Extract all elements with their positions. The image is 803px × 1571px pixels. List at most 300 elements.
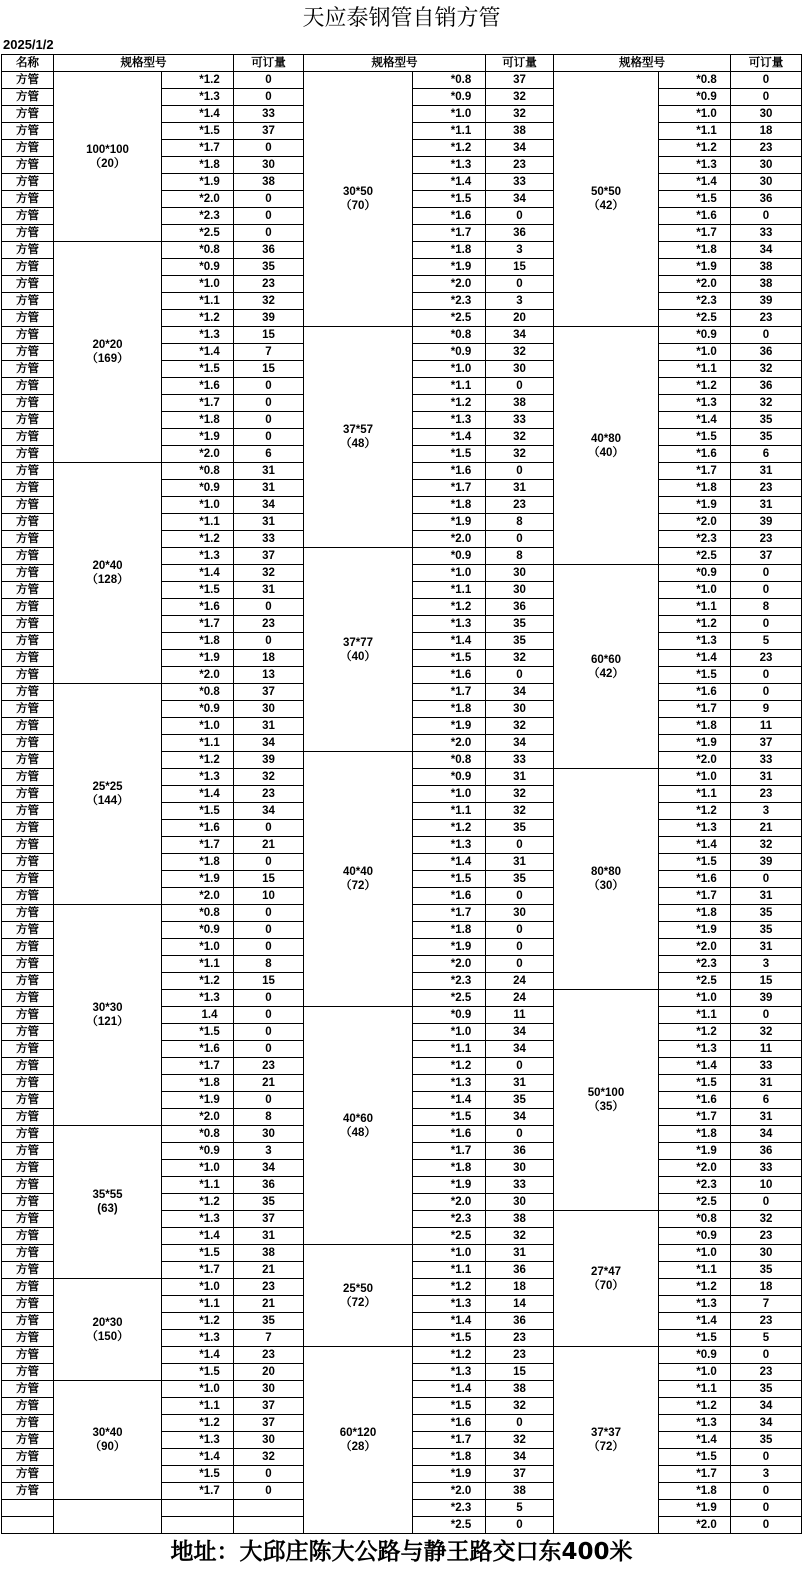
quantity-cell: 33 [731, 1160, 802, 1177]
size-label: 20*40 [92, 560, 123, 572]
thickness-cell: *1.3 [162, 1211, 234, 1228]
quantity-cell: 15 [234, 973, 304, 990]
product-name-cell: 方管 [2, 446, 54, 463]
quantity-cell: 9 [731, 701, 802, 718]
thickness-cell: *1.0 [162, 1160, 234, 1177]
quantity-cell: 31 [731, 1075, 802, 1092]
quantity-cell: 0 [731, 667, 802, 684]
product-name-cell: 方管 [2, 463, 54, 480]
quantity-cell: 0 [731, 684, 802, 701]
thickness-cell: *1.9 [162, 429, 234, 446]
size-total-count: （42） [588, 667, 624, 680]
size-label: 40*60 [342, 1112, 374, 1125]
thickness-cell: *1.3 [162, 89, 234, 106]
quantity-cell: 0 [731, 1517, 802, 1534]
quantity-cell: 23 [234, 276, 304, 293]
thickness-cell: *1.2 [659, 378, 731, 395]
size-group-cell [54, 684, 162, 905]
quantity-cell: 30 [731, 1245, 802, 1262]
product-name-cell: 方管 [2, 939, 54, 956]
thickness-cell: *1.7 [413, 905, 486, 922]
product-name-cell: 方管 [2, 633, 54, 650]
product-name-cell: 方管 [2, 1381, 54, 1398]
product-name-cell: 方管 [2, 480, 54, 497]
thickness-cell: *1.1 [659, 599, 731, 616]
thickness-cell: *1.3 [659, 157, 731, 174]
quantity-cell: 32 [234, 293, 304, 310]
thickness-cell: *1.8 [659, 480, 731, 497]
thickness-cell: *2.3 [659, 956, 731, 973]
quantity-cell: 37 [486, 72, 554, 89]
product-name-cell [2, 1517, 54, 1534]
size-group-cell [554, 327, 659, 565]
quantity-cell: 0 [486, 463, 554, 480]
quantity-cell: 32 [234, 1449, 304, 1466]
thickness-cell: *2.5 [162, 225, 234, 242]
product-name-cell [2, 1500, 54, 1517]
quantity-cell: 32 [731, 1024, 802, 1041]
quantity-cell: 0 [234, 922, 304, 939]
quantity-cell: 30 [731, 174, 802, 191]
thickness-cell: *0.9 [162, 922, 234, 939]
quantity-cell: 23 [731, 1228, 802, 1245]
thickness-cell: *1.1 [413, 582, 486, 599]
size-group-cell [304, 1347, 413, 1534]
thickness-cell: *1.4 [162, 1228, 234, 1245]
quantity-cell: 30 [731, 106, 802, 123]
thickness-cell: *1.7 [659, 1466, 731, 1483]
size-group-cell [54, 1381, 162, 1500]
thickness-cell: *0.9 [659, 89, 731, 106]
thickness-cell: *2.0 [162, 888, 234, 905]
thickness-cell: *2.3 [413, 293, 486, 310]
thickness-cell: *1.2 [413, 1279, 486, 1296]
size-label: 30*50 [342, 186, 374, 198]
quantity-cell: 32 [234, 769, 304, 786]
quantity-cell: 32 [486, 106, 554, 123]
quantity-cell: 0 [731, 208, 802, 225]
quantity-cell: 30 [486, 582, 554, 599]
thickness-cell: *1.7 [162, 395, 234, 412]
quantity-cell: 37 [234, 1211, 304, 1228]
quantity-cell: 11 [731, 1041, 802, 1058]
thickness-cell: *2.5 [413, 1228, 486, 1245]
quantity-cell: 39 [731, 293, 802, 310]
thickness-cell: *1.6 [413, 667, 486, 684]
thickness-cell: *2.3 [659, 531, 731, 548]
thickness-cell: *1.5 [659, 1330, 731, 1347]
size-group-cell [304, 327, 413, 548]
quantity-cell: 0 [234, 378, 304, 395]
quantity-cell: 6 [731, 446, 802, 463]
quantity-cell: 36 [731, 191, 802, 208]
size-group-cell [54, 463, 162, 684]
product-name-cell: 方管 [2, 854, 54, 871]
quantity-cell: 31 [234, 480, 304, 497]
thickness-cell: *1.2 [413, 1347, 486, 1364]
product-name-cell: 方管 [2, 1041, 54, 1058]
quantity-cell: 7 [234, 1330, 304, 1347]
thickness-cell: *1.2 [659, 1279, 731, 1296]
table-row [2, 72, 802, 89]
quantity-cell: 34 [486, 140, 554, 157]
quantity-cell: 31 [731, 888, 802, 905]
thickness-cell: *1.8 [659, 1126, 731, 1143]
thickness-cell: *2.3 [659, 1177, 731, 1194]
thickness-cell: *1.5 [413, 1109, 486, 1126]
quantity-cell: 23 [731, 531, 802, 548]
quantity-cell: 23 [234, 786, 304, 803]
quantity-cell: 0 [731, 1347, 802, 1364]
thickness-cell: *0.8 [413, 327, 486, 344]
thickness-cell: *2.0 [659, 276, 731, 293]
thickness-cell: *1.4 [413, 429, 486, 446]
product-name-cell: 方管 [2, 242, 54, 259]
size-label: 37*57 [342, 424, 374, 436]
thickness-cell: *1.3 [413, 1296, 486, 1313]
thickness-cell: *1.8 [413, 242, 486, 259]
product-name-cell: 方管 [2, 888, 54, 905]
product-name-cell: 方管 [2, 497, 54, 514]
size-group-cell [304, 1007, 413, 1245]
quantity-cell: 35 [731, 1432, 802, 1449]
thickness-cell: *1.1 [162, 1177, 234, 1194]
thickness-cell: *1.7 [659, 463, 731, 480]
size-label: 50*50 [590, 186, 622, 198]
quantity-cell: 34 [234, 735, 304, 752]
quantity-cell: 0 [234, 1007, 304, 1024]
thickness-cell: *1.4 [413, 633, 486, 650]
size-group-cell [54, 72, 162, 242]
product-name-cell: 方管 [2, 973, 54, 990]
quantity-cell: 20 [486, 310, 554, 327]
quantity-cell: 34 [486, 1024, 554, 1041]
quantity-cell: 36 [486, 1143, 554, 1160]
product-name-cell: 方管 [2, 531, 54, 548]
thickness-cell: *0.9 [659, 1347, 731, 1364]
thickness-cell: *1.9 [659, 735, 731, 752]
product-name-cell: 方管 [2, 208, 54, 225]
thickness-cell: *1.2 [162, 752, 234, 769]
quantity-cell: 0 [486, 1126, 554, 1143]
quantity-cell: 0 [486, 667, 554, 684]
thickness-cell: *1.1 [659, 361, 731, 378]
quantity-cell: 5 [731, 1330, 802, 1347]
thickness-cell: *0.8 [162, 463, 234, 480]
product-name-cell: 方管 [2, 1194, 54, 1211]
product-name-cell: 方管 [2, 1143, 54, 1160]
thickness-cell: *1.0 [162, 276, 234, 293]
quantity-cell: 0 [731, 1194, 802, 1211]
product-name-cell: 方管 [2, 1432, 54, 1449]
quantity-cell: 13 [234, 667, 304, 684]
thickness-cell: *1.8 [162, 157, 234, 174]
quantity-cell: 0 [486, 1058, 554, 1075]
size-label: 20*20 [92, 339, 123, 351]
quantity-cell: 37 [731, 735, 802, 752]
thickness-cell: *2.5 [413, 1517, 486, 1534]
thickness-cell: *1.8 [413, 1449, 486, 1466]
thickness-cell: *1.6 [659, 446, 731, 463]
size-total-count: （40） [340, 650, 376, 663]
quantity-cell: 7 [731, 1296, 802, 1313]
quantity-cell: 0 [234, 412, 304, 429]
thickness-cell: *0.8 [659, 1211, 731, 1228]
thickness-cell: *1.6 [659, 208, 731, 225]
thickness-cell: *0.9 [413, 89, 486, 106]
size-label: 30*30 [92, 1002, 123, 1014]
thickness-cell: *1.1 [659, 123, 731, 140]
quantity-cell: 39 [234, 752, 304, 769]
quantity-cell: 35 [486, 820, 554, 837]
product-name-cell: 方管 [2, 1347, 54, 1364]
quantity-cell: 32 [486, 89, 554, 106]
stock-table [1, 54, 802, 1534]
thickness-cell: *1.0 [162, 1279, 234, 1296]
quantity-cell: 0 [486, 956, 554, 973]
product-name-cell: 方管 [2, 565, 54, 582]
header-qty: 可订量 [731, 55, 802, 72]
quantity-cell: 0 [486, 208, 554, 225]
product-name-cell: 方管 [2, 735, 54, 752]
quantity-cell: 32 [486, 650, 554, 667]
size-total-count: （48） [340, 438, 376, 450]
thickness-cell: *1.4 [659, 1058, 731, 1075]
quantity-cell: 0 [234, 1466, 304, 1483]
product-name-cell: 方管 [2, 378, 54, 395]
quantity-cell: 35 [486, 871, 554, 888]
product-name-cell: 方管 [2, 514, 54, 531]
thickness-cell: *1.9 [413, 939, 486, 956]
quantity-cell: 30 [486, 905, 554, 922]
quantity-cell: 35 [731, 412, 802, 429]
size-group-cell [304, 1245, 413, 1347]
thickness-cell: *1.3 [413, 1364, 486, 1381]
thickness-cell: *0.8 [162, 905, 234, 922]
product-name-cell: 方管 [2, 582, 54, 599]
thickness-cell: *1.7 [659, 888, 731, 905]
thickness-cell: *1.5 [413, 1398, 486, 1415]
thickness-cell: *1.3 [162, 327, 234, 344]
quantity-cell: 38 [486, 395, 554, 412]
quantity-cell: 15 [234, 361, 304, 378]
size-group-cell [554, 565, 659, 769]
thickness-cell: *1.2 [659, 1024, 731, 1041]
size-total-count: （72） [588, 1441, 624, 1453]
thickness-cell: *1.5 [413, 871, 486, 888]
thickness-cell: *2.5 [659, 310, 731, 327]
thickness-cell: *1.4 [413, 174, 486, 191]
quantity-cell: 38 [486, 1211, 554, 1228]
thickness-cell: *1.1 [413, 1041, 486, 1058]
thickness-cell: *1.2 [162, 531, 234, 548]
thickness-cell: *1.3 [659, 1415, 731, 1432]
size-group-cell [554, 990, 659, 1211]
product-name-cell: 方管 [2, 1364, 54, 1381]
product-name-cell: 方管 [2, 905, 54, 922]
size-total-count: （30） [588, 880, 624, 892]
thickness-cell: *1.9 [162, 871, 234, 888]
thickness-cell: *1.6 [659, 684, 731, 701]
product-name-cell: 方管 [2, 259, 54, 276]
thickness-cell: *1.3 [162, 548, 234, 565]
thickness-cell: *1.5 [659, 854, 731, 871]
quantity-cell: 31 [731, 769, 802, 786]
product-name-cell: 方管 [2, 650, 54, 667]
quantity-cell: 31 [731, 463, 802, 480]
thickness-cell: *1.0 [413, 565, 486, 582]
size-total-count: （28） [340, 1441, 376, 1453]
thickness-cell: *1.1 [413, 123, 486, 140]
size-total-count: （150） [86, 1330, 129, 1343]
quantity-cell: 3 [234, 1143, 304, 1160]
quantity-cell: 32 [486, 786, 554, 803]
size-total-count: （121） [86, 1016, 129, 1028]
thickness-cell: *0.9 [659, 1228, 731, 1245]
quantity-cell: 32 [486, 429, 554, 446]
quantity-cell: 23 [486, 1347, 554, 1364]
thickness-cell: *1.3 [413, 1075, 486, 1092]
thickness-cell: *2.5 [413, 310, 486, 327]
quantity-cell: 31 [731, 497, 802, 514]
thickness-cell: *0.9 [162, 480, 234, 497]
thickness-cell: *1.7 [162, 1483, 234, 1500]
thickness-cell: *1.5 [413, 446, 486, 463]
quantity-cell: 23 [234, 616, 304, 633]
quantity-cell: 14 [486, 1296, 554, 1313]
product-name-cell: 方管 [2, 1177, 54, 1194]
quantity-cell: 23 [731, 650, 802, 667]
quantity-cell: 3 [486, 242, 554, 259]
quantity-cell: 37 [731, 548, 802, 565]
quantity-cell: 36 [486, 599, 554, 616]
thickness-cell: *1.9 [659, 922, 731, 939]
thickness-cell: *1.7 [413, 1143, 486, 1160]
quantity-cell: 20 [234, 1364, 304, 1381]
thickness-cell: 1.4 [162, 1007, 234, 1024]
thickness-cell: *0.9 [659, 565, 731, 582]
quantity-cell: 23 [731, 1364, 802, 1381]
quantity-cell: 32 [731, 837, 802, 854]
quantity-cell: 0 [234, 905, 304, 922]
thickness-cell: *2.0 [659, 752, 731, 769]
quantity-cell: 0 [234, 1483, 304, 1500]
size-total-count: （48） [340, 1126, 376, 1139]
thickness-cell: *1.8 [659, 718, 731, 735]
thickness-cell: *1.5 [659, 667, 731, 684]
thickness-cell: *1.9 [659, 259, 731, 276]
size-total-count: （128） [86, 574, 129, 586]
product-name-cell: 方管 [2, 922, 54, 939]
thickness-cell: *1.8 [162, 1075, 234, 1092]
quantity-cell: 18 [731, 1279, 802, 1296]
quantity-cell: 0 [486, 1415, 554, 1432]
quantity-cell: 23 [234, 1279, 304, 1296]
quantity-cell: 35 [731, 429, 802, 446]
thickness-cell: *1.4 [659, 1313, 731, 1330]
thickness-cell: *1.7 [162, 1058, 234, 1075]
thickness-cell: *1.9 [413, 259, 486, 276]
thickness-cell: *1.6 [162, 599, 234, 616]
quantity-cell: 32 [486, 344, 554, 361]
quantity-cell: 0 [234, 599, 304, 616]
quantity-cell: 34 [486, 1041, 554, 1058]
thickness-cell: *0.9 [659, 327, 731, 344]
quantity-cell: 34 [234, 803, 304, 820]
product-name-cell: 方管 [2, 837, 54, 854]
quantity-cell: 34 [234, 1160, 304, 1177]
quantity-cell: 31 [486, 1245, 554, 1262]
quantity-cell: 30 [234, 1432, 304, 1449]
quantity-cell: 15 [486, 259, 554, 276]
product-name-cell: 方管 [2, 310, 54, 327]
thickness-cell: *0.8 [413, 752, 486, 769]
thickness-cell: *1.5 [659, 191, 731, 208]
product-name-cell: 方管 [2, 225, 54, 242]
sheet-date: 2025/1/2 [3, 37, 54, 52]
quantity-cell: 0 [234, 990, 304, 1007]
product-name-cell: 方管 [2, 412, 54, 429]
thickness-cell: *1.5 [413, 1330, 486, 1347]
product-name-cell: 方管 [2, 1245, 54, 1262]
quantity-cell: 33 [486, 752, 554, 769]
thickness-cell: *1.4 [413, 1092, 486, 1109]
quantity-cell: 38 [234, 1245, 304, 1262]
quantity-cell: 32 [486, 718, 554, 735]
size-group-cell [554, 72, 659, 327]
thickness-cell: *2.5 [659, 548, 731, 565]
thickness-cell: *1.9 [162, 650, 234, 667]
thickness-cell: *1.2 [413, 140, 486, 157]
quantity-cell: 21 [234, 1075, 304, 1092]
quantity-cell: 33 [234, 531, 304, 548]
size-group-cell [54, 1279, 162, 1381]
thickness-cell: *1.8 [162, 854, 234, 871]
thickness-cell: *1.4 [659, 174, 731, 191]
thickness-cell: *1.1 [659, 1381, 731, 1398]
size-total-count: （72） [340, 1296, 376, 1309]
product-name-cell: 方管 [2, 701, 54, 718]
quantity-cell: 0 [731, 1449, 802, 1466]
thickness-cell: *1.0 [162, 939, 234, 956]
thickness-cell: *2.0 [659, 1517, 731, 1534]
quantity-cell: 34 [486, 327, 554, 344]
quantity-cell: 35 [731, 905, 802, 922]
quantity-cell: 8 [234, 1109, 304, 1126]
thickness-cell: *1.1 [659, 1262, 731, 1279]
quantity-cell: 0 [234, 140, 304, 157]
thickness-cell: *1.4 [162, 344, 234, 361]
quantity-cell: 30 [234, 157, 304, 174]
quantity-cell: 36 [731, 344, 802, 361]
quantity-cell: 8 [486, 548, 554, 565]
quantity-cell: 0 [731, 565, 802, 582]
thickness-cell: *2.3 [413, 973, 486, 990]
product-name-cell: 方管 [2, 395, 54, 412]
thickness-cell: *0.9 [162, 1143, 234, 1160]
quantity-cell: 30 [486, 361, 554, 378]
quantity-cell: 34 [486, 735, 554, 752]
thickness-cell: *1.2 [162, 1313, 234, 1330]
size-group-cell [304, 548, 413, 752]
product-name-cell: 方管 [2, 1313, 54, 1330]
quantity-cell: 33 [731, 752, 802, 769]
thickness-cell: *1.0 [659, 344, 731, 361]
quantity-cell: 0 [731, 1500, 802, 1517]
product-name-cell: 方管 [2, 157, 54, 174]
quantity-cell: 3 [731, 803, 802, 820]
thickness-cell: *1.4 [162, 106, 234, 123]
